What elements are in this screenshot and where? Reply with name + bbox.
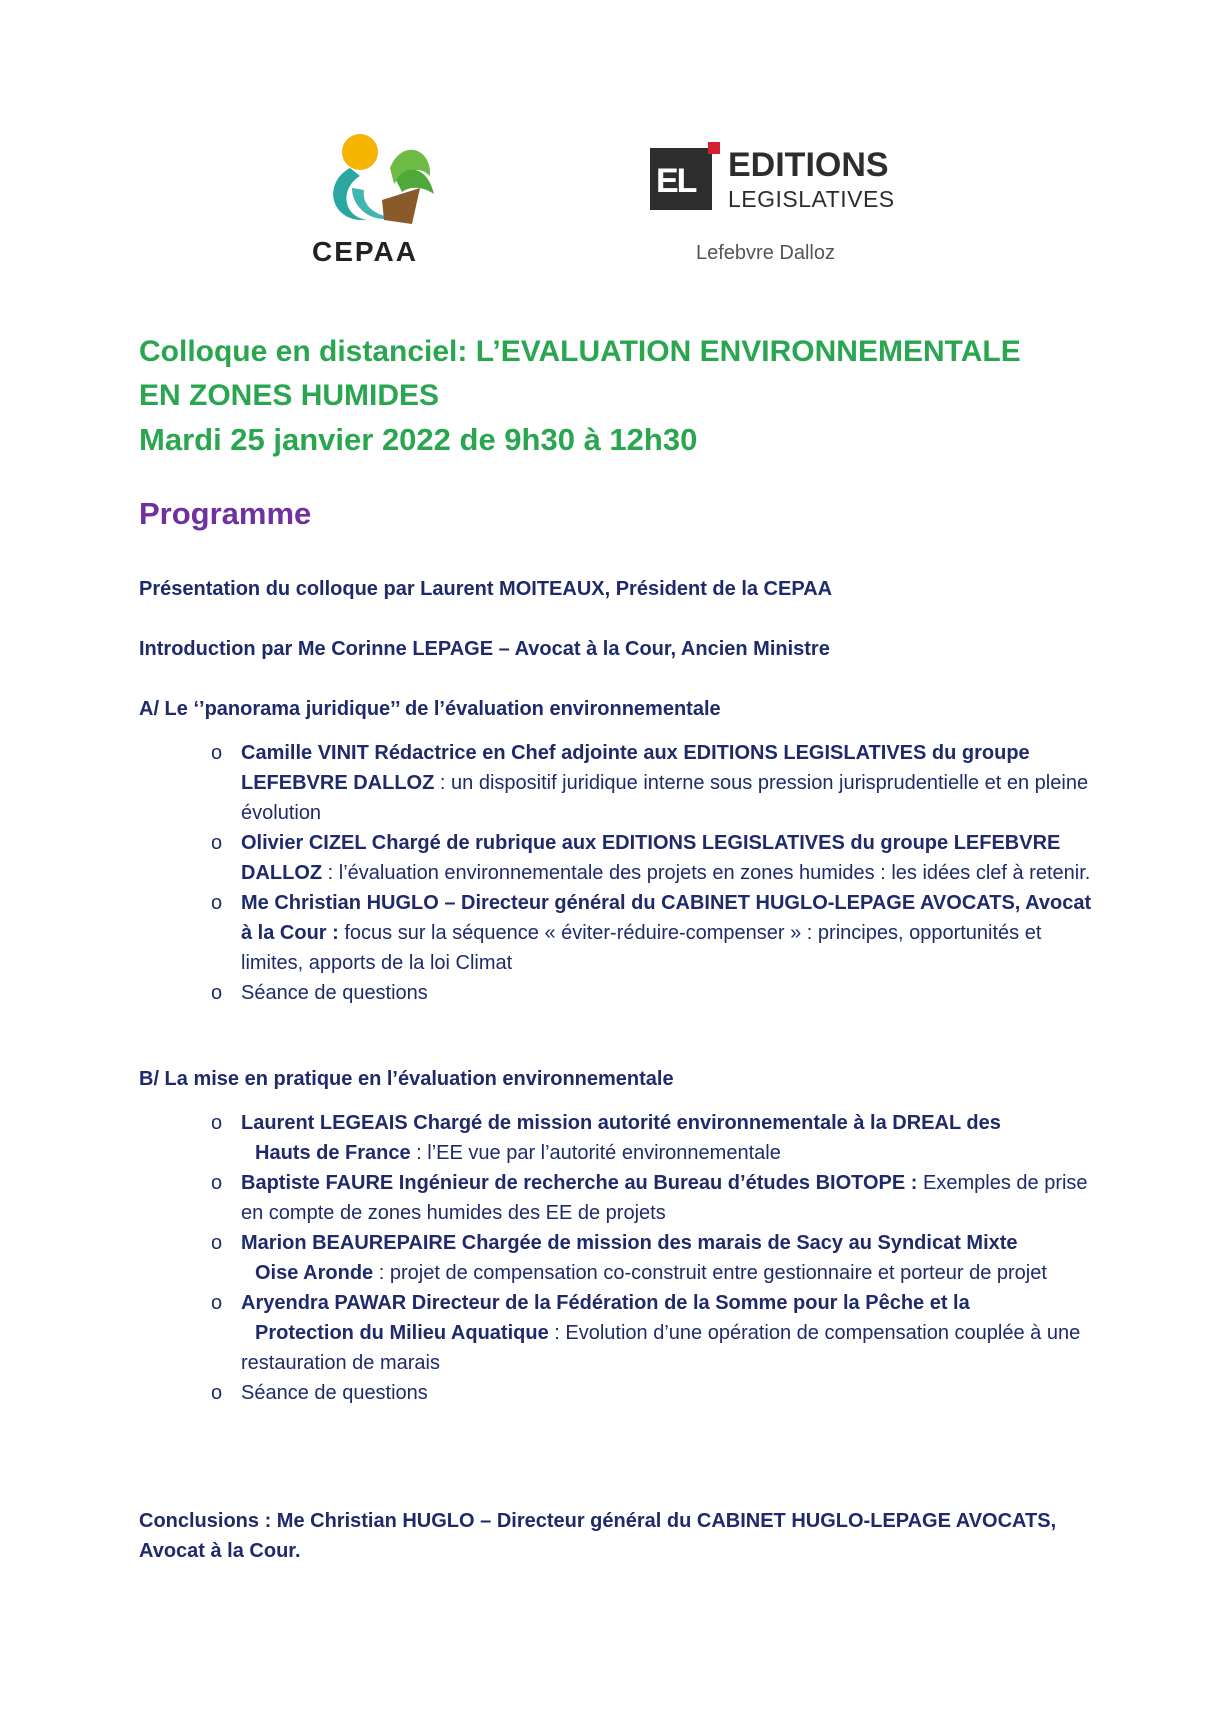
el-mark	[650, 148, 712, 210]
heading-line-1: Colloque en distanciel: L’EVALUATION ENVIRONNEMENTALE	[139, 335, 1021, 368]
list-item	[139, 828, 1099, 888]
list-item	[139, 888, 1099, 978]
el-mark-text: EL	[656, 162, 696, 200]
item-topic: : un dispositif juridique interne sous pression jurisprudentielle et en pleine évolution	[241, 772, 1089, 824]
section-a-list	[139, 738, 1099, 1008]
item-speaker: Olivier CIZEL Chargé de rubrique aux EDITIONS LEGISLATIVES du groupe LEFEBVRE DALLOZ	[241, 832, 1061, 884]
item-topic: : l’évaluation environnementale des projets en zones humides : les idées clef à retenir.	[322, 862, 1091, 884]
bullet-icon: o	[211, 892, 223, 914]
cepaa-wordmark: CEPAA	[312, 236, 418, 267]
logo-bar	[0, 120, 1207, 280]
programme-title: Programme	[139, 496, 312, 531]
item-speaker: Laurent LEGEAIS Chargé de mission autorité environnementale à la DREAL des	[241, 1112, 1001, 1134]
item-speaker-cont: Oise Aronde	[255, 1262, 374, 1284]
red-square-icon	[708, 142, 720, 154]
bullet-icon: o	[211, 1112, 223, 1134]
item-topic: : l’EE vue par l’autorité environnementale	[410, 1142, 781, 1164]
item-speaker: Aryendra PAWAR Directeur de la Fédération de la Somme pour la Pêche et la	[241, 1292, 970, 1314]
bullet-icon: o	[211, 1292, 223, 1314]
conclusions: Conclusions : Me Christian HUGLO – Directeur général du CABINET HUGLO-LEPAGE AVOCATS, Avocat à la Cour.	[139, 1510, 1057, 1562]
item-speaker-cont: Hauts de France	[255, 1142, 411, 1164]
item-topic: : Evolution d’une opération de compensation couplée à une restauration de marais	[241, 1322, 1081, 1374]
list-item	[139, 1228, 1099, 1288]
item-topic: Séance de questions	[241, 1382, 428, 1404]
item-speaker: Marion BEAUREPAIRE Chargée de mission des marais de Sacy au Syndicat Mixte	[241, 1232, 1018, 1254]
editions-title: EDITIONS	[728, 146, 889, 184]
bullet-icon: o	[211, 832, 223, 854]
item-speaker-cont: Protection du Milieu Aquatique	[255, 1322, 549, 1344]
lefebvre-dalloz-tagline: Lefebvre Dalloz	[696, 242, 835, 264]
list-item	[139, 738, 1099, 828]
bullet-icon: o	[211, 982, 223, 1004]
list-item	[139, 978, 1099, 1008]
item-speaker: Camille VINIT Rédactrice en Chef adjointe aux EDITIONS LEGISLATIVES du groupe LEFEBVRE DALLOZ	[241, 742, 1030, 794]
bullet-icon: o	[211, 742, 223, 764]
introduction-line: Introduction par Me Corinne LEPAGE – Avocat à la Cour, Ancien Ministre	[139, 638, 830, 660]
section-a-title: A/ Le ‘’panorama juridique’’ de l’évaluation environnementale	[139, 698, 721, 720]
item-topic: : projet de compensation co-construit entre gestionnaire et porteur de projet	[373, 1262, 1047, 1284]
bullet-icon: o	[211, 1172, 223, 1194]
item-topic: focus sur la séquence « éviter-réduire-compenser » : principes, opportunités et limites, apports de la loi Climat	[241, 922, 1042, 974]
section-b-list	[139, 1108, 1099, 1408]
list-item	[139, 1378, 1099, 1408]
presentation-line: Présentation du colloque par Laurent MOITEAUX, Président de la CEPAA	[139, 578, 833, 600]
item-speaker: Me Christian HUGLO – Directeur général du CABINET HUGLO-LEPAGE AVOCATS, Avocat à la Cour :	[241, 892, 1092, 944]
list-item	[139, 1168, 1099, 1228]
heading-date: Mardi 25 janvier 2022 de 9h30 à 12h30	[139, 422, 698, 457]
legislatives-subtitle: LEGISLATIVES	[728, 186, 895, 212]
event-heading	[139, 330, 1099, 462]
item-topic: Exemples de prise en compte de zones humides des EE de projets	[241, 1172, 1088, 1224]
editions-legislatives-logo	[650, 134, 910, 274]
item-speaker: Baptiste FAURE Ingénieur de recherche au Bureau d’études BIOTOPE :	[241, 1172, 918, 1194]
list-item	[139, 1288, 1099, 1378]
cepaa-logo	[312, 128, 462, 278]
heading-line-2: EN ZONES HUMIDES	[139, 379, 440, 412]
item-topic: Séance de questions	[241, 982, 428, 1004]
cepaa-emblem-icon	[312, 128, 462, 238]
section-b-title: B/ La mise en pratique en l’évaluation environnementale	[139, 1068, 674, 1090]
bullet-icon: o	[211, 1382, 223, 1404]
bullet-icon: o	[211, 1232, 223, 1254]
list-item	[139, 1108, 1099, 1168]
